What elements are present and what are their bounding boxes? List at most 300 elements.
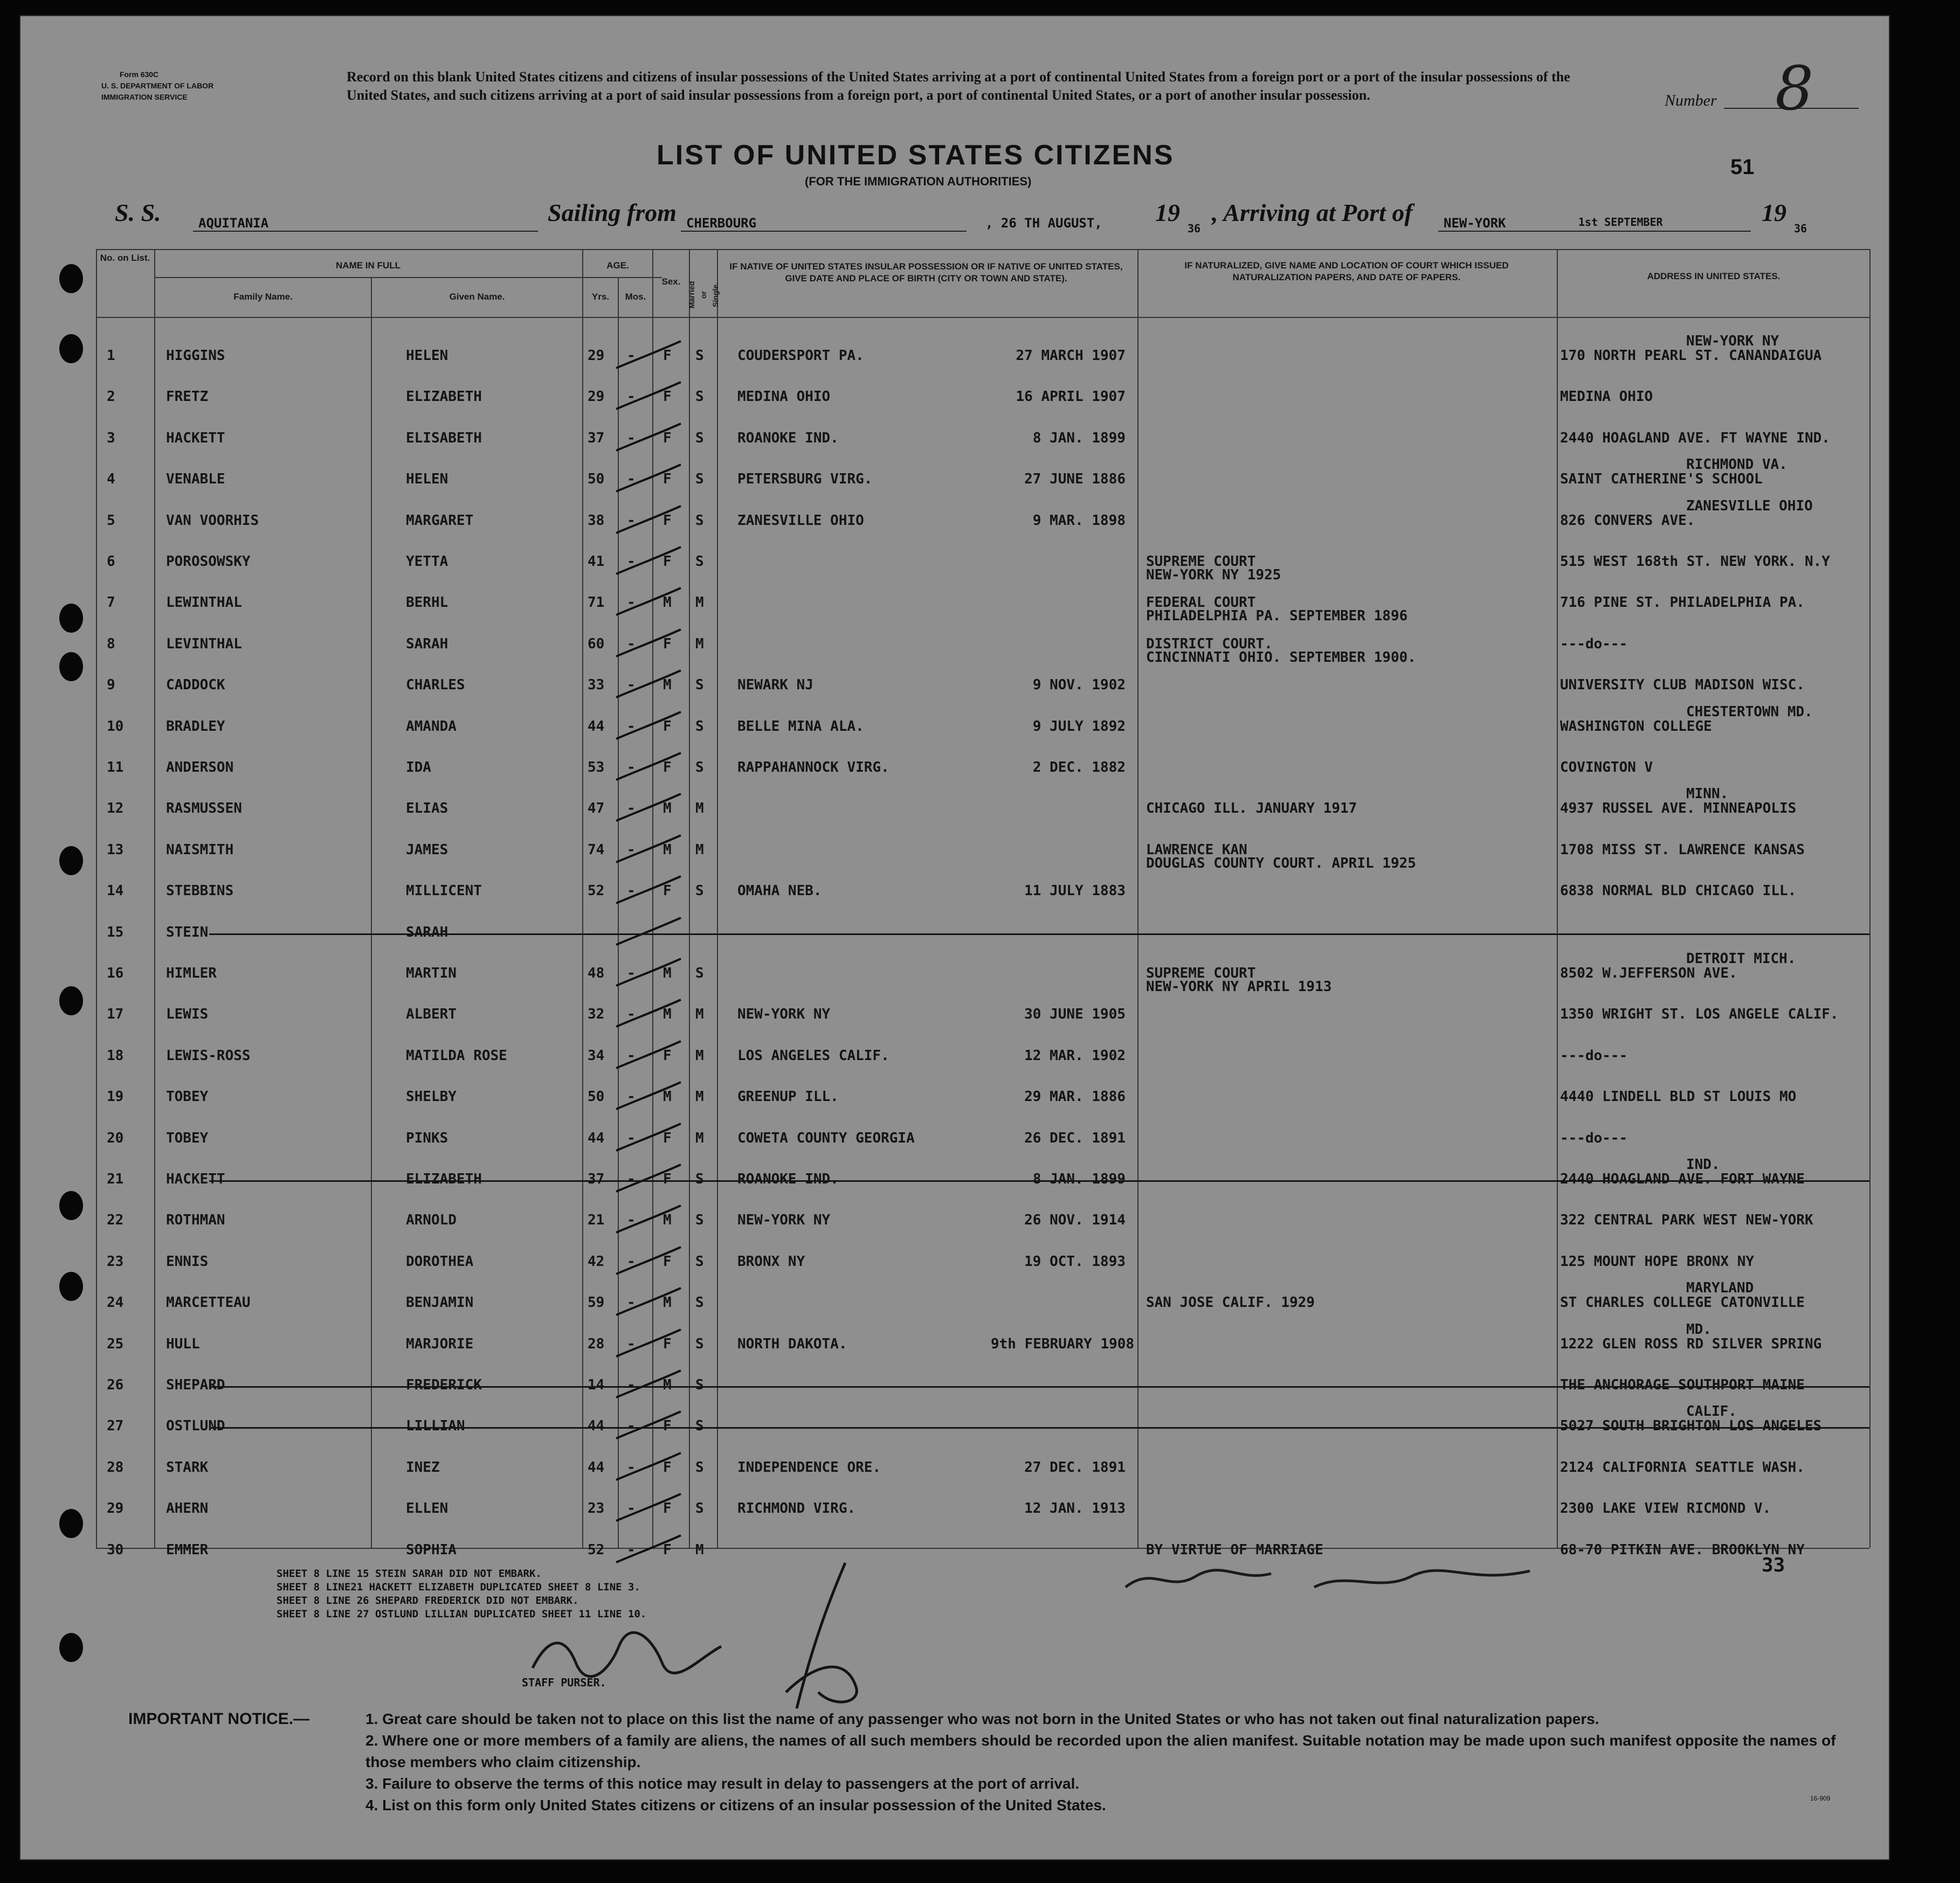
marital-status: S (695, 1253, 704, 1270)
check-mark-icon (613, 544, 684, 577)
sex: F (663, 348, 672, 364)
birth-date: 12 JAN. 1913 (1024, 1500, 1126, 1517)
age-months: - (627, 430, 636, 446)
table-row (96, 1033, 1869, 1074)
ship-line (193, 231, 538, 232)
check-mark-icon (613, 709, 684, 742)
address-line-2: IND. (1686, 1157, 1720, 1173)
marital-status: M (695, 841, 704, 858)
family-name: STARK (166, 1459, 209, 1476)
given-name: ELIZABETH (406, 1171, 482, 1187)
age-years: 29 (588, 348, 605, 364)
page-subtitle: (FOR THE IMMIGRATION AUTHORITIES) (805, 175, 1032, 188)
address: WASHINGTON COLLEGE (1560, 718, 1712, 735)
sex: F (663, 1130, 672, 1146)
sex: F (663, 1047, 672, 1064)
given-name: HELEN (406, 471, 448, 488)
family-name: SHEPARD (166, 1377, 225, 1393)
marital-status: S (695, 1418, 704, 1435)
table-row (96, 1157, 1869, 1197)
birth-place: RAPPAHANNOCK VIRG. (737, 759, 889, 776)
col-line (1869, 249, 1871, 1548)
birth-place: NEW-YORK NY (737, 1212, 831, 1229)
age-months: - (627, 841, 636, 858)
table-row (96, 745, 1869, 786)
sex: F (663, 553, 672, 570)
address: 826 CONVERS AVE. (1560, 512, 1695, 529)
sex: M (663, 1006, 672, 1023)
marital-status: M (695, 1089, 704, 1105)
check-mark-icon (613, 750, 684, 783)
passenger-table (96, 249, 1869, 1558)
family-name: LEWIS (166, 1006, 209, 1023)
col-header-married: Married or Single. (687, 281, 720, 309)
family-name: HIGGINS (166, 348, 225, 364)
family-name: TOBEY (166, 1089, 209, 1105)
punch-hole-icon (59, 846, 83, 875)
ship-name: AQUITANIA (198, 216, 269, 231)
naturalization: SUPREME COURT (1146, 965, 1256, 981)
address: 515 WEST 168th ST. NEW YORK. N.Y (1560, 553, 1830, 570)
birth-date: 9 JULY 1892 (1032, 718, 1126, 735)
marital-status: S (695, 389, 704, 405)
check-mark-icon (613, 1409, 684, 1441)
marital-status: M (695, 1006, 704, 1023)
family-name: AHERN (166, 1500, 209, 1517)
birth-place: COUDERSPORT PA. (737, 348, 864, 364)
marital-status: S (695, 677, 704, 694)
family-name: ENNIS (166, 1253, 209, 1270)
sex: M (663, 1089, 672, 1105)
age-years: 29 (588, 389, 605, 405)
birth-place: MEDINA OHIO (737, 389, 831, 405)
row-number: 10 (107, 718, 124, 735)
check-mark-icon (613, 379, 684, 412)
age-years: 37 (588, 430, 605, 446)
sex: F (663, 718, 672, 735)
family-name: EMMER (166, 1541, 209, 1558)
birth-place: NEW-YORK NY (737, 1006, 831, 1023)
table-row (96, 827, 1869, 871)
birth-date: 26 DEC. 1891 (1024, 1130, 1126, 1146)
address: 2124 CALIFORNIA SEATTLE WASH. (1560, 1459, 1805, 1476)
family-name: TOBEY (166, 1130, 209, 1146)
punch-hole-icon (59, 986, 83, 1015)
departure-port: CHERBOURG (686, 216, 757, 231)
address: THE ANCHORAGE SOUTHPORT MAINE (1560, 1377, 1805, 1393)
family-name: MARCETTEAU (166, 1294, 251, 1311)
check-mark-icon (613, 627, 684, 659)
table-row (96, 1116, 1869, 1157)
check-mark-icon (613, 1533, 684, 1565)
row-number: 13 (107, 841, 124, 858)
birth-date: 2 DEC. 1882 (1032, 759, 1126, 776)
punch-hole-icon (59, 1509, 83, 1538)
naturalization: FEDERAL COURT (1146, 594, 1256, 611)
col-header-family: Family Name. (233, 292, 293, 302)
check-mark-icon (613, 874, 684, 906)
number-label: Number (1665, 92, 1717, 109)
row-number: 7 (107, 594, 115, 611)
birth-place: ZANESVILLE OHIO (737, 512, 864, 529)
address-line-2: CHESTERTOWN MD. (1686, 703, 1813, 720)
check-mark-icon (613, 421, 684, 453)
table-row (96, 1486, 1869, 1527)
marital-status: S (695, 1171, 704, 1187)
address: 1350 WRIGHT ST. LOS ANGELE CALIF. (1560, 1006, 1839, 1023)
address: 8502 W.JEFFERSON AVE. (1560, 965, 1737, 981)
age-months: - (627, 1418, 636, 1435)
family-name: CADDOCK (166, 677, 225, 694)
sheet-page-number: 51 (1730, 155, 1755, 179)
age-years: 32 (588, 1006, 605, 1023)
age-months: - (627, 389, 636, 405)
row-number: 4 (107, 471, 115, 488)
sex: F (663, 1335, 672, 1352)
row-number: 29 (107, 1500, 124, 1517)
table-row (96, 1445, 1869, 1486)
check-mark-icon (613, 1450, 684, 1483)
marital-status: M (695, 1047, 704, 1064)
sex: F (663, 883, 672, 899)
list-number: 8 (1775, 54, 1814, 124)
birth-place: OMAHA NEB. (737, 883, 822, 899)
check-mark-icon (613, 462, 684, 494)
address: ---do--- (1560, 1130, 1628, 1146)
notice-item: 4. List on this form only United States citizens or citizens of an insular possession of the United States. (365, 1797, 1106, 1813)
birth-place: COWETA COUNTY GEORGIA (737, 1130, 915, 1146)
table-row (96, 1074, 1869, 1115)
sex: F (663, 1253, 672, 1270)
row-number: 6 (107, 553, 115, 570)
age-years: 52 (588, 1541, 605, 1558)
departure-line (681, 231, 967, 232)
birth-date: 19 OCT. 1893 (1024, 1253, 1126, 1270)
notice-heading: IMPORTANT NOTICE.— (128, 1710, 310, 1728)
age-years: 71 (588, 594, 605, 611)
table-row (96, 1321, 1869, 1362)
table-row (96, 662, 1869, 703)
address-line-2: NEW-YORK NY (1686, 333, 1779, 349)
address: 322 CENTRAL PARK WEST NEW-YORK (1560, 1212, 1813, 1229)
naturalization-detail: PHILADELPHIA PA. SEPTEMBER 1896 (1146, 608, 1408, 625)
birth-place: ROANOKE IND. (737, 1171, 839, 1187)
address-line-2: DETROIT MICH. (1686, 951, 1796, 967)
table-row (96, 374, 1869, 415)
table-row (96, 416, 1869, 456)
address: ---do--- (1560, 1047, 1628, 1064)
row-number: 17 (107, 1006, 124, 1023)
age-months: - (627, 718, 636, 735)
address-line-2: CALIF. (1686, 1403, 1737, 1420)
family-name: ROTHMAN (166, 1212, 225, 1229)
row-number: 12 (107, 800, 124, 817)
sex: F (663, 635, 672, 652)
strike-through (209, 1427, 1869, 1429)
check-mark-icon (613, 668, 684, 700)
age-months: - (627, 1459, 636, 1476)
row-number: 30 (107, 1541, 124, 1558)
age-months: - (627, 1089, 636, 1105)
row-number: 2 (107, 389, 115, 405)
birth-place: NEWARK NJ (737, 677, 813, 694)
sex: F (663, 1171, 672, 1187)
address: 68-70 PITKIN AVE. BROOKLYN NY (1560, 1541, 1805, 1558)
row-number: 22 (107, 1212, 124, 1229)
marital-status: M (695, 635, 704, 652)
sex: M (663, 800, 672, 817)
age-years: 23 (588, 1500, 605, 1517)
notice-item: 3. Failure to observe the terms of this notice may result in delay to passengers at the port of arrival. (365, 1775, 1080, 1792)
age-months: - (627, 1335, 636, 1352)
age-months: - (627, 759, 636, 776)
sex: F (663, 1459, 672, 1476)
table-row (96, 951, 1869, 995)
birth-date: 12 MAR. 1902 (1024, 1047, 1126, 1064)
clerk-signature (1120, 1555, 1541, 1603)
marital-status: S (695, 471, 704, 488)
given-name: ARNOLD (406, 1212, 457, 1229)
family-name: OSTLUND (166, 1418, 225, 1435)
naturalization-detail: NEW-YORK NY APRIL 1913 (1146, 979, 1332, 995)
age-years: 37 (588, 1171, 605, 1187)
marital-status: S (695, 965, 704, 981)
table-row (96, 621, 1869, 666)
given-name: MARTIN (406, 965, 457, 981)
punch-hole-icon (59, 264, 83, 293)
check-mark-icon (613, 1327, 684, 1359)
col-header-yrs: Yrs. (591, 292, 610, 302)
address: 4440 LINDELL BLD ST LOUIS MO (1560, 1089, 1797, 1105)
marital-status: S (695, 512, 704, 529)
given-name: HELEN (406, 348, 448, 364)
check-mark-icon (613, 1285, 684, 1318)
age-months: - (627, 1541, 636, 1558)
form-instructions: Record on this blank United States citizens and citizens of insular possessions of the United States arriving at a port of continental United States from a foreign port or a port of the insular possessions of the United States, and such citizens arriving at a port of said insular possessions from a foreign port, a port of continental United States, or a port of another insular possession. (347, 69, 1570, 103)
address: 2300 LAKE VIEW RICMOND V. (1560, 1500, 1771, 1517)
naturalization: DISTRICT COURT. (1146, 635, 1273, 652)
marital-status: S (695, 1294, 704, 1311)
family-name: VENABLE (166, 471, 225, 488)
birth-place: BELLE MINA ALA. (737, 718, 864, 735)
age-months: - (627, 635, 636, 652)
table-row (96, 580, 1869, 625)
row-number: 25 (107, 1335, 124, 1352)
inspector-signature (764, 1557, 926, 1714)
age-years: 33 (588, 677, 605, 694)
sailing-from-label: Sailing from (548, 199, 677, 226)
family-name: LEVINTHAL (166, 635, 242, 652)
col-header-birth: IF NATIVE OF UNITED STATES INSULAR POSSESSION OR IF NATIVE OF UNITED STATES, GIVE DATE AND PLACE OF BIRTH (CITY OR TOWN AND STATE). (729, 261, 1123, 283)
table-row (96, 910, 1869, 951)
family-name: POROSOWSKY (166, 553, 251, 570)
age-years: 44 (588, 718, 605, 735)
check-mark-icon (613, 585, 684, 618)
address: 1222 GLEN ROSS RD SILVER SPRING (1560, 1335, 1822, 1352)
age-years: 48 (588, 965, 605, 981)
sex: F (663, 1418, 672, 1435)
age-months: - (627, 471, 636, 488)
sex: M (663, 1212, 672, 1229)
departure-year: 36 (1188, 222, 1201, 235)
given-name: ELISABETH (406, 430, 482, 446)
sex: F (663, 512, 672, 529)
age-months: - (627, 883, 636, 899)
age-months: - (627, 1006, 636, 1023)
given-name: IDA (406, 759, 431, 776)
family-name: NAISMITH (166, 841, 234, 858)
given-name: FREDERICK (406, 1377, 482, 1393)
table-header-divider (96, 317, 1869, 318)
check-mark-icon (613, 338, 684, 371)
sex: M (663, 594, 672, 611)
age-years: 21 (588, 1212, 605, 1229)
row-number: 16 (107, 965, 124, 981)
check-mark-icon (613, 1491, 684, 1524)
check-mark-icon (613, 1039, 684, 1071)
table-border-top (96, 249, 1869, 250)
given-name: AMANDA (406, 718, 457, 735)
marital-status: M (695, 594, 704, 611)
check-mark-icon (613, 1368, 684, 1400)
family-name: STEBBINS (166, 883, 234, 899)
family-name: HACKETT (166, 1171, 225, 1187)
family-name: HACKETT (166, 430, 225, 446)
given-name: YETTA (406, 553, 448, 570)
check-mark-icon (613, 1079, 684, 1112)
table-row (96, 1403, 1869, 1444)
age-years: 50 (588, 1089, 605, 1105)
age-months: - (627, 1047, 636, 1064)
table-row (96, 456, 1869, 497)
birth-date: 27 JUNE 1886 (1024, 471, 1126, 488)
row-number: 8 (107, 635, 115, 652)
notice-item: 1. Great care should be taken not to place on this list the name of any passenger who was not born in the United States or who has not taken out final naturalization papers. (365, 1711, 1599, 1727)
given-name: SARAH (406, 924, 448, 940)
sex: M (663, 677, 672, 694)
family-name: LEWINTHAL (166, 594, 242, 611)
sex: F (663, 389, 672, 405)
address: UNIVERSITY CLUB MADISON WISC. (1560, 677, 1805, 694)
sex: M (663, 965, 672, 981)
manifest-sheet (19, 15, 1890, 1860)
row-number: 9 (107, 677, 115, 694)
given-name: MARJORIE (406, 1335, 474, 1352)
age-months: - (627, 677, 636, 694)
ship-label: S. S. (115, 199, 161, 226)
birth-date: 8 JAN. 1899 (1032, 430, 1126, 446)
arrival-line (1438, 231, 1751, 232)
address: 2440 HOAGLAND AVE. FORT WAYNE (1560, 1171, 1805, 1187)
given-name: DOROTHEA (406, 1253, 474, 1270)
marital-status: S (695, 1459, 704, 1476)
given-name: ELIAS (406, 800, 448, 817)
check-mark-icon (613, 1121, 684, 1153)
birth-place: GREENUP ILL. (737, 1089, 839, 1105)
given-name: MILLICENT (406, 883, 482, 899)
birth-place: RICHMOND VIRG. (737, 1500, 856, 1517)
marital-status: S (695, 1500, 704, 1517)
given-name: SHELBY (406, 1089, 457, 1105)
check-mark-icon (613, 833, 684, 865)
age-months: - (627, 348, 636, 364)
col-header-naturalized: IF NATURALIZED, GIVE NAME AND LOCATION OF COURT WHICH ISSUED NATURALIZATION PAPERS, AND DATE OF PAPERS. (1184, 260, 1509, 282)
row-number: 27 (107, 1418, 124, 1435)
sex: M (663, 1377, 672, 1393)
family-name: HIMLER (166, 965, 217, 981)
address-line-2: MD. (1686, 1321, 1711, 1338)
age-years: 59 (588, 1294, 605, 1311)
given-name: LILLIAN (406, 1418, 465, 1435)
age-years: 14 (588, 1377, 605, 1393)
age-years: 41 (588, 553, 605, 570)
row-number: 18 (107, 1047, 124, 1064)
family-name: BRADLEY (166, 718, 225, 735)
row-number: 5 (107, 512, 115, 529)
table-row (96, 868, 1869, 909)
given-name: PINKS (406, 1130, 448, 1146)
given-name: ELIZABETH (406, 389, 482, 405)
age-months: - (627, 1130, 636, 1146)
birth-date: 8 JAN. 1899 (1032, 1171, 1126, 1187)
age-months: - (627, 1253, 636, 1270)
row-number: 3 (107, 430, 115, 446)
given-name: SARAH (406, 635, 448, 652)
page-title: LIST OF UNITED STATES CITIZENS (657, 140, 1175, 171)
given-name: ALBERT (406, 1006, 457, 1023)
address: ---do--- (1560, 635, 1628, 652)
age-months: - (627, 800, 636, 817)
given-name: MATILDA ROSE (406, 1047, 507, 1064)
family-name: LEWIS-ROSS (166, 1047, 251, 1064)
check-mark-icon (613, 956, 684, 988)
address: 5027 SOUTH BRIGHTON LOS ANGELES (1560, 1418, 1822, 1435)
address: COVINGTON V (1560, 759, 1653, 776)
birth-place: BRONX NY (737, 1253, 805, 1270)
marital-status: S (695, 1377, 704, 1393)
check-mark-icon (613, 791, 684, 823)
age-years: 44 (588, 1418, 605, 1435)
age-years: 28 (588, 1335, 605, 1352)
sex: M (663, 841, 672, 858)
address: 1708 MISS ST. LAWRENCE KANSAS (1560, 841, 1805, 858)
print-code: 16-909 (1810, 1795, 1831, 1802)
age-months: - (627, 1294, 636, 1311)
punch-hole-icon (59, 334, 83, 363)
address-line-2: ZANESVILLE OHIO (1686, 497, 1813, 514)
address: 4937 RUSSEL AVE. MINNEAPOLIS (1560, 800, 1797, 817)
age-years: 47 (588, 800, 605, 817)
table-row (96, 333, 1869, 374)
naturalization-detail: NEW-YORK NY 1925 (1146, 567, 1281, 583)
birth-date: 11 JULY 1883 (1024, 883, 1126, 899)
col-header-name: NAME IN FULL (336, 260, 401, 271)
sex: F (663, 1500, 672, 1517)
age-years: 42 (588, 1253, 605, 1270)
given-name: JAMES (406, 841, 448, 858)
age-years: 52 (588, 883, 605, 899)
naturalization-detail: DOUGLAS COUNTY COURT. APRIL 1925 (1146, 855, 1416, 871)
row-number: 26 (107, 1377, 124, 1393)
address: 716 PINE ST. PHILADELPHIA PA. (1560, 594, 1805, 611)
address-line-2: RICHMOND VA. (1686, 456, 1788, 473)
punch-hole-icon (59, 604, 83, 633)
row-number: 20 (107, 1130, 124, 1146)
table-row (96, 498, 1869, 539)
age-months: - (627, 1377, 636, 1393)
row-number: 11 (107, 759, 124, 776)
tally-mark: 33 (1762, 1554, 1785, 1576)
